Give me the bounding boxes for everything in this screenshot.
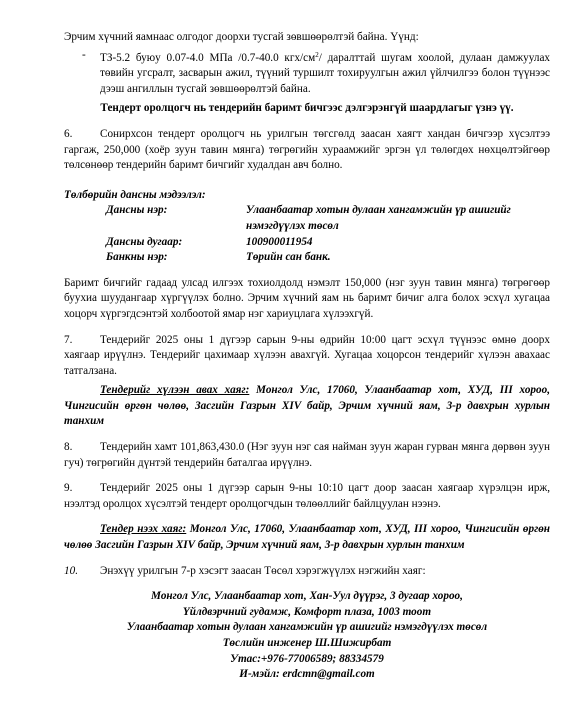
item-6 <box>64 127 550 174</box>
account-label <box>106 219 246 235</box>
account-label: Банкны нэр: <box>106 251 168 264</box>
item-9-text: Тендерийг 2025 оны 1 дүгээр сарын 9-ны 10:10 цагт доор заасан хаягаар хүрэлцэн ирж, нээлтэд оролцох хүсэлтэй тендерт оролцогчдын төлөөллийг байлцуулан нээнэ. <box>64 482 550 510</box>
license-bullet <box>64 48 550 98</box>
bullet-mark: - <box>82 48 86 61</box>
contact-line: Монгол Улс, Улаанбаатар хот, Хан-Уул дүүрэг, 3 дугаар хороо, <box>151 590 463 603</box>
bullet-text-sup: 2 <box>315 50 319 59</box>
item-7 <box>64 333 550 380</box>
bullet-text <box>100 48 550 98</box>
bold-requirement: Тендерт оролцогч нь тендерийн баримт бичгээс дэлгэрэнгүй шаардлагыг үзнэ үү. <box>100 102 514 115</box>
courier-note: Баримт бичгийг гадаад улсад илгээх тохиолдолд нэмэлт 150,000 (нэг зуун тавин мянга) төгрөгөөр буухиа шуудангаар хүргүүлэх болно. Эрчим хүчний яам нь баримт бичиг алга болох эсхүл хугацаа хоцорч хүргэгдсэнтэй холбоотой ямар нэг хариуцлага хүлээхгүй. <box>64 276 550 320</box>
item-7-address-label: Тендерийг хүлээн авах хаяг: <box>100 384 250 397</box>
bullet-text-pre: ТЗ-5.2 буюу 0.07-4.0 МПа /0.7-40.0 кгх/см <box>100 51 316 64</box>
item-7-text: Тендерийг 2025 оны 1 дүгээр сарын 9-ны өдрийн 10:00 цагт эсхүл түүнээс өмнө доорх хаягаар ирүүлнэ. Тендерийг цахимаар хүлээн авахгүй. Хугацаа хоцорсон тендерийг хүлээн авахаас татгалзана. <box>64 333 550 377</box>
item-9 <box>64 481 550 512</box>
account-details <box>64 203 550 265</box>
item-8-number: 8. <box>64 441 73 454</box>
item-8 <box>64 440 550 471</box>
item-9-address-text: Монгол Улс, 17060, Улаанбаатар хот, ХУД, III хороо, Чингисийн өргөн чөлөө Засгийн Газрын XIV байр, Эрчим хүчний яам, 3-р давхрын хурлын танхим <box>64 523 550 552</box>
item-7-address-text: Монгол Улс, 17060, Улаанбаатар хот, ХУД, III хороо, Чингисийн өргөн чөлөө, Засгийн Газрын XIV байр, Эрчим хүчний яам, 3-р давхрын хурлын танхим <box>64 384 550 428</box>
item-6-text: Сонирхсон тендерт оролцогч нь урилгын төгсгөлд заасан хаягт хандан бичгээр хүсэлтээ гаргаж, 250,000 (хоёр зуун тавин мянга) төгрөгийн хураамжийг эргэн үл төлөгдөх нөхцөлтэйгөөр төлсөнөөр тендерийн баримт бичгийг худалдан авч болно. <box>64 127 550 172</box>
intro-line: Эрчим хүчний яамнаас олгодог доорхи тусгай зөвшөөрөлтэй байна. Үүнд: <box>64 31 419 43</box>
item-9-number: 9. <box>64 482 73 495</box>
account-value: Төрийн сан банк. <box>246 251 331 264</box>
account-label: Дансны нэр: <box>106 204 168 217</box>
contact-line: Улаанбаатар хотын дулаан хангамжийн үр ашигийг нэмэгдүүлэх төсөл <box>126 621 488 634</box>
item-7-address <box>64 383 550 430</box>
item-9-address <box>64 522 550 553</box>
item-7-number: 7. <box>64 333 73 346</box>
document-page <box>64 30 550 683</box>
contact-block <box>64 589 550 683</box>
item-9-address-label: Тендер нээх хаяг: <box>100 523 187 536</box>
contact-line: Үйлдвэрчний гудамж, Комфорт плаза, 1003 тоот <box>182 605 432 618</box>
contact-line: Төслийн инженер Ш.Шижирбат <box>222 637 392 649</box>
contact-phone: Утас:+976-77006589; 88334579 <box>230 652 384 665</box>
contact-email: И-мэйл: erdcmn@gmail.com <box>239 668 375 681</box>
account-label: Дансны дугаар: <box>106 235 183 248</box>
item-10-number: 10. <box>64 564 78 577</box>
account-value: Улаанбаатар хотын дулаан хангамжийн үр ашигийг <box>246 204 511 217</box>
bullet-text-post: / даралттай шугам хоолой, дулаан дамжуулах төвийн угсралт, засварын ажил, түүний туршилт тохируулгын ажил үйлчилгээ болон түүнээс дээш ангиллын тусгай зөвшөөрөлтэй байна. <box>100 51 550 95</box>
item-6-number: 6. <box>64 127 73 140</box>
account-value: 100900011954 <box>246 235 313 248</box>
item-10 <box>64 564 550 580</box>
account-title: Төлбөрийн дансны мэдээлэл: <box>64 188 206 201</box>
account-value: нэмэгдүүлэх төсөл <box>246 219 339 232</box>
item-8-text: Тендерийн хамт 101,863,430.0 (Нэг зуун нэг сая найман зуун жаран гурван мянга дөрвөн зуун гуч) төгрөгийн дүнтэй тендерийн баталгаа ирүүлнэ. <box>64 441 550 469</box>
item-10-text: Энэхүү урилгын 7-р хэсэгт заасан Төсөл хэрэгжүүлэх нэгжийн хаяг: <box>100 564 426 577</box>
